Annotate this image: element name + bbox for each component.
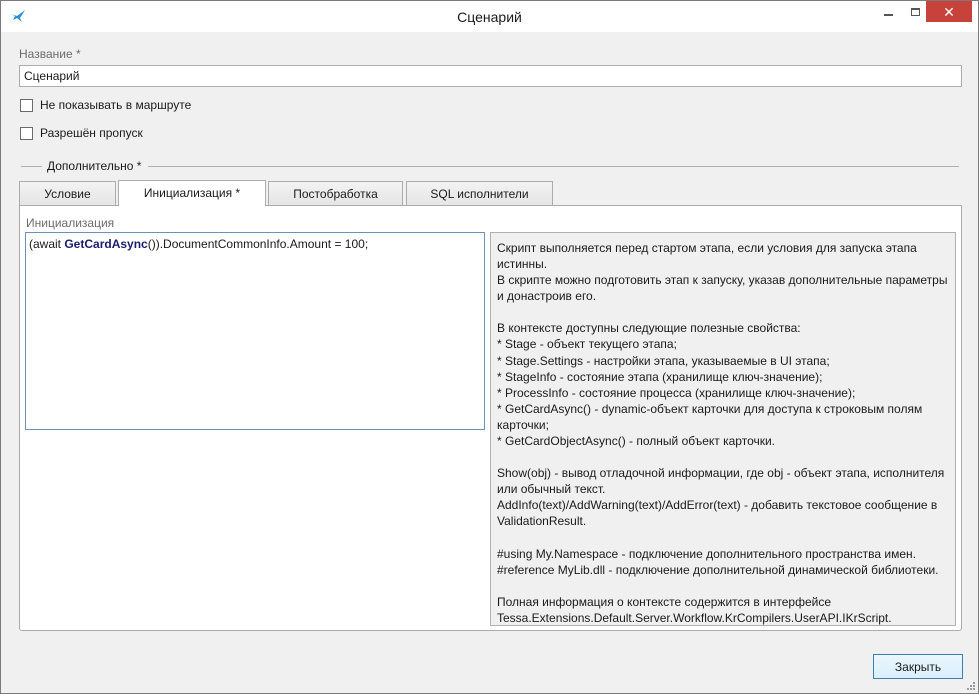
script-code-editor[interactable] bbox=[25, 232, 485, 430]
help-line: * GetCardAsync() - dynamic-объект карточки для доступа к строковым полям карточки; bbox=[497, 401, 923, 432]
help-gap bbox=[497, 304, 949, 320]
window-title: Сценарий bbox=[457, 9, 522, 25]
skip-allowed-label: Разрешён пропуск bbox=[40, 126, 143, 140]
group-divider-right bbox=[148, 166, 959, 167]
script-help-text bbox=[490, 232, 956, 626]
name-input[interactable]: Сценарий bbox=[19, 65, 962, 87]
hide-in-route-checkbox-row[interactable] bbox=[20, 98, 191, 112]
title-bar bbox=[1, 1, 978, 32]
close-window-button[interactable] bbox=[926, 1, 972, 22]
help-line: В скрипте можно подготовить этап к запуску, указав дополнительные параметры и донастроив его. bbox=[497, 273, 948, 304]
help-line: * GetCardObjectAsync() - полный объект карточки. bbox=[497, 434, 776, 449]
minimize-button[interactable] bbox=[875, 1, 902, 22]
help-line: В контексте доступны следующие полезные свойства: bbox=[497, 321, 801, 336]
hide-in-route-label: Не показывать в маршруте bbox=[40, 98, 192, 112]
help-gap bbox=[497, 578, 949, 594]
maximize-icon bbox=[911, 8, 920, 16]
tab-sql-performers[interactable]: SQL исполнители bbox=[406, 181, 553, 205]
maximize-button[interactable] bbox=[902, 1, 929, 22]
help-line: AddInfo(text)/AddWarning(text)/AddError(text) - добавить текстовое сообщение в ValidationResult. bbox=[497, 498, 938, 529]
help-line: #reference MyLib.dll - подключение дополнительной динамической библиотеки. bbox=[497, 562, 939, 577]
skip-allowed-checkbox-row[interactable] bbox=[20, 126, 143, 140]
tab-condition[interactable]: Условие bbox=[19, 181, 116, 205]
help-line: Полная информация о контексте содержится в интерфейсе Tessa.Extensions.Default.Server.Workflow.KrCompilers.UserAPI.IKrScript. bbox=[497, 594, 892, 625]
help-line: * ProcessInfo - состояние процесса (хранилище ключ-значение); bbox=[497, 385, 856, 400]
additional-group-title: Дополнительно * bbox=[47, 159, 142, 173]
resize-grip-icon[interactable] bbox=[965, 680, 975, 690]
code-suffix: ()).DocumentCommonInfo.Amount = 100; bbox=[147, 237, 369, 251]
minimize-icon bbox=[884, 14, 893, 16]
close-button[interactable]: Закрыть bbox=[873, 654, 963, 679]
help-line: #using My.Namespace - подключение дополнительного пространства имен. bbox=[497, 546, 917, 561]
help-line: * Stage.Settings - настройки этапа, указываемые в UI этапа; bbox=[497, 353, 830, 368]
tab-initialization[interactable]: Инициализация * bbox=[118, 180, 266, 206]
name-label: Название * bbox=[19, 47, 81, 61]
tab-postprocessing[interactable]: Постобработка bbox=[268, 181, 403, 205]
help-line: Скрипт выполняется перед стартом этапа, если условия для запуска этапа истинны. bbox=[497, 241, 917, 272]
help-line: Show(obj) - вывод отладочной информации, где obj - объект этапа, исполнителя или обычный текст. bbox=[497, 466, 945, 497]
skip-allowed-checkbox[interactable] bbox=[20, 127, 33, 140]
close-icon: ✕ bbox=[943, 3, 955, 20]
help-line: * Stage - объект текущего этапа; bbox=[497, 337, 677, 352]
hide-in-route-checkbox[interactable] bbox=[20, 99, 33, 112]
help-line: * StageInfo - состояние этапа (хранилище ключ-значение); bbox=[497, 369, 823, 384]
help-gap bbox=[497, 530, 949, 546]
group-divider-left bbox=[21, 166, 42, 167]
code-prefix: (await bbox=[29, 237, 65, 251]
code-method: GetCardAsync bbox=[64, 237, 148, 251]
help-gap bbox=[497, 449, 949, 465]
initialization-section-label: Инициализация bbox=[26, 216, 115, 230]
